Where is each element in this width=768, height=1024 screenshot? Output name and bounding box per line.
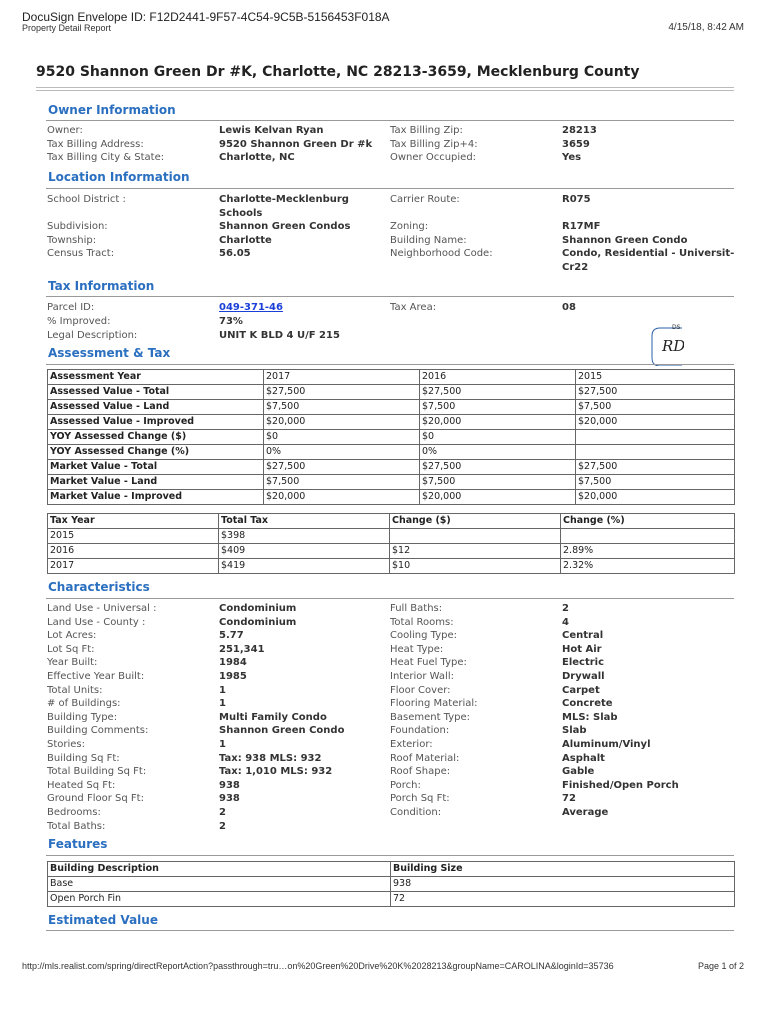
parcel-id-link[interactable]: 049-371-46	[219, 302, 283, 313]
table-cell	[561, 529, 735, 544]
field-label: Building Comments:	[47, 725, 149, 737]
table-row	[48, 892, 735, 907]
field-label: Roof Shape:	[390, 766, 451, 778]
field-label: Bedrooms:	[47, 807, 101, 818]
field-label: Stories:	[47, 739, 86, 750]
svg-text:DS: DS	[672, 324, 681, 331]
table-cell: Assessed Value - Land	[48, 400, 264, 415]
field-label: Tax Billing Zip+4:	[390, 139, 478, 150]
table-cell: Assessed Value - Total	[48, 385, 264, 400]
table-cell: $7,500	[264, 475, 420, 490]
table-cell: $20,000	[576, 490, 735, 505]
table-cell: $398	[219, 529, 390, 544]
field-label: Tax Billing City & State:	[47, 152, 165, 163]
table-cell: $7,500	[420, 400, 576, 415]
section-divider	[46, 296, 734, 297]
field-value: Condo, Residential - Universit-Cr22	[562, 248, 735, 273]
field-value: 2	[562, 603, 569, 614]
field-value: 938	[219, 793, 240, 805]
table-cell: $20,000	[576, 415, 735, 430]
field-label: Tax Billing Address:	[47, 139, 144, 150]
field-label: Parcel ID:	[47, 302, 95, 313]
assessment-table-body	[48, 370, 735, 505]
field-value: R075	[562, 194, 591, 205]
field-value: 938	[219, 779, 240, 791]
field-value: 08	[562, 302, 576, 313]
table-header-cell: Change ($)	[390, 514, 561, 529]
field-label: Owner Occupied:	[390, 152, 477, 163]
section-divider	[46, 855, 734, 856]
table-cell: $20,000	[420, 490, 576, 505]
field-value: Condominium	[219, 603, 297, 614]
field-label: Lot Sq Ft:	[47, 643, 95, 655]
table-row	[48, 370, 735, 385]
field-value: 2	[219, 807, 226, 818]
field-label: Census Tract:	[47, 248, 115, 259]
table-header-cell: Change (%)	[561, 514, 735, 529]
initials-stamp-icon	[650, 324, 684, 366]
table-row	[48, 862, 735, 877]
table-header-cell: 2017	[264, 370, 420, 385]
field-label: Porch:	[390, 779, 421, 791]
table-cell: Assessed Value - Improved	[48, 415, 264, 430]
field-value: 5.77	[219, 630, 244, 642]
source-url: http://mls.realist.com/spring/directReportAction?passthrough=tru…on%20Green%20Drive%20K%2028213&groupName=CAROLINA&loginId=35736	[22, 961, 614, 971]
field-label: Neighborhood Code:	[390, 248, 493, 259]
field-value: 1	[219, 698, 226, 710]
page-number: Page 1 of 2	[697, 961, 744, 971]
field-value: Charlotte-Mecklenburg Schools	[219, 194, 349, 219]
field-value: Lewis Kelvan Ryan	[219, 125, 324, 136]
table-cell: 2.89%	[561, 544, 735, 559]
table-row	[48, 445, 735, 460]
section-divider	[46, 598, 734, 599]
field-label: Building Type:	[47, 711, 118, 723]
field-label: Zoning:	[390, 221, 429, 232]
table-cell: 0%	[420, 445, 576, 460]
field-value: Tax: 938 MLS: 932	[219, 752, 322, 764]
docusign-envelope-id: DocuSign Envelope ID: F12D2441-9F57-4C54-9C5B-5156453F018A	[22, 10, 390, 24]
table-cell: $27,500	[264, 460, 420, 475]
table-row	[48, 544, 735, 559]
field-value: Charlotte, NC	[219, 152, 295, 163]
field-label: # of Buildings:	[47, 698, 121, 710]
table-row	[48, 460, 735, 475]
field-value: 1984	[219, 657, 247, 669]
svg-text:RD: RD	[662, 337, 684, 355]
field-value: Shannon Green Condo	[219, 725, 345, 737]
table-cell: 2.32%	[561, 559, 735, 574]
field-label: Lot Acres:	[47, 630, 97, 642]
field-label: Year Built:	[47, 657, 98, 669]
docusign-initials-stamp	[650, 324, 684, 366]
field-value: 2	[219, 820, 226, 832]
field-value: Yes	[562, 152, 582, 163]
field-value: Concrete	[562, 698, 613, 710]
table-cell: $20,000	[264, 490, 420, 505]
field-label: Foundation:	[390, 725, 450, 737]
table-cell: $20,000	[264, 415, 420, 430]
table-cell: 2017	[48, 559, 219, 574]
field-label: Floor Cover:	[390, 684, 451, 696]
field-value: Gable	[562, 766, 595, 778]
field-label: School District :	[47, 194, 126, 205]
field-value: 251,341	[219, 643, 265, 655]
field-label: Flooring Material:	[390, 698, 478, 710]
field-value: 73%	[219, 316, 243, 327]
field-value: R17MF	[562, 221, 601, 232]
field-value: 56.05	[219, 248, 251, 259]
field-value: UNIT K BLD 4 U/F 215	[219, 330, 340, 341]
field-label: % Improved:	[47, 316, 111, 327]
title-divider	[36, 90, 734, 91]
table-cell: $0	[420, 430, 576, 445]
field-label: Owner:	[47, 125, 83, 136]
assessment-table	[47, 369, 735, 505]
field-label: Building Name:	[390, 235, 467, 246]
table-cell	[390, 529, 561, 544]
field-value: Average	[562, 807, 609, 818]
field-value: Hot Air	[562, 643, 602, 655]
field-value: Shannon Green Condo	[562, 235, 688, 246]
field-label: Total Building Sq Ft:	[47, 766, 147, 778]
section-divider	[46, 930, 734, 931]
field-label: Roof Material:	[390, 752, 460, 764]
field-label: Subdivision:	[47, 221, 108, 232]
field-value: Charlotte	[219, 235, 272, 246]
tax-information-heading: Tax Information	[48, 279, 155, 293]
field-value: 28213	[562, 125, 597, 136]
table-cell: YOY Assessed Change ($)	[48, 430, 264, 445]
table-cell: Market Value - Land	[48, 475, 264, 490]
table-header-cell: Building Size	[391, 862, 735, 877]
features-heading: Features	[48, 837, 108, 851]
table-cell: Open Porch Fin	[48, 892, 391, 907]
table-row	[48, 529, 735, 544]
field-label: Total Units:	[47, 684, 103, 696]
field-label: Carrier Route:	[390, 194, 460, 205]
table-cell: $419	[219, 559, 390, 574]
assessment-tax-heading: Assessment & Tax	[48, 346, 171, 360]
property-address-title: 9520 Shannon Green Dr #K, Charlotte, NC 28213-3659, Mecklenburg County	[36, 64, 640, 80]
field-value: Central	[562, 630, 604, 642]
field-value: Drywall	[562, 671, 605, 682]
table-cell: Market Value - Total	[48, 460, 264, 475]
table-header-cell: Total Tax	[219, 514, 390, 529]
table-cell: Base	[48, 877, 391, 892]
field-value: Aluminum/Vinyl	[562, 739, 651, 750]
table-cell: Market Value - Improved	[48, 490, 264, 505]
field-value: 1	[219, 739, 226, 750]
table-cell: $7,500	[576, 400, 735, 415]
table-cell: $10	[390, 559, 561, 574]
field-label: Interior Wall:	[390, 671, 454, 682]
field-label: Cooling Type:	[390, 630, 457, 642]
field-label: Total Baths:	[47, 820, 106, 832]
field-label: Effective Year Built:	[47, 671, 145, 682]
field-value: 3659	[562, 139, 590, 150]
table-cell: $27,500	[420, 385, 576, 400]
field-label: Exterior:	[390, 739, 433, 750]
table-header-cell: Assessment Year	[48, 370, 264, 385]
table-cell: $27,500	[576, 385, 735, 400]
owner-information-heading: Owner Information	[48, 103, 176, 117]
characteristics-heading: Characteristics	[48, 580, 150, 594]
field-value: 1985	[219, 671, 247, 682]
features-table-body	[48, 862, 735, 907]
table-cell: 2016	[48, 544, 219, 559]
field-label: Tax Billing Zip:	[390, 125, 463, 136]
table-row	[48, 877, 735, 892]
table-cell	[576, 445, 735, 460]
table-header-cell: 2016	[420, 370, 576, 385]
table-header-cell: Tax Year	[48, 514, 219, 529]
field-value: Electric	[562, 657, 605, 669]
field-label: Building Sq Ft:	[47, 752, 120, 764]
field-value: 9520 Shannon Green Dr #k	[219, 139, 373, 150]
report-type-header: Property Detail Report	[22, 23, 112, 33]
table-cell: $27,500	[264, 385, 420, 400]
table-cell: $20,000	[420, 415, 576, 430]
table-cell: 72	[391, 892, 735, 907]
field-value: Condominium	[219, 616, 297, 628]
table-cell: YOY Assessed Change (%)	[48, 445, 264, 460]
field-value: MLS: Slab	[562, 711, 618, 723]
table-cell: 0%	[264, 445, 420, 460]
table-cell: 2015	[48, 529, 219, 544]
tax-history-table-body	[48, 514, 735, 574]
table-header-cell: Building Description	[48, 862, 391, 877]
table-cell: $7,500	[420, 475, 576, 490]
table-row	[48, 415, 735, 430]
table-cell: $27,500	[576, 460, 735, 475]
field-value: 72	[562, 793, 576, 805]
table-row	[48, 514, 735, 529]
table-row	[48, 559, 735, 574]
field-value: 1	[219, 684, 226, 696]
field-label: Porch Sq Ft:	[390, 793, 450, 805]
estimated-value-heading: Estimated Value	[48, 913, 158, 927]
field-value: Finished/Open Porch	[562, 779, 679, 791]
field-label: Land Use - Universal :	[47, 603, 157, 614]
field-label: Condition:	[390, 807, 442, 818]
field-label: Township:	[47, 235, 97, 246]
field-label: Heat Fuel Type:	[390, 657, 467, 669]
features-table	[47, 861, 735, 907]
field-label: Heated Sq Ft:	[47, 779, 116, 791]
table-row	[48, 385, 735, 400]
table-row	[48, 475, 735, 490]
field-label: Tax Area:	[390, 302, 437, 313]
location-information-heading: Location Information	[48, 170, 190, 184]
field-value: Tax: 1,010 MLS: 932	[219, 766, 333, 778]
title-divider	[36, 87, 734, 88]
table-cell: $7,500	[264, 400, 420, 415]
field-label: Heat Type:	[390, 643, 444, 655]
field-label: Full Baths:	[390, 603, 443, 614]
field-label: Basement Type:	[390, 711, 471, 723]
field-label: Land Use - County :	[47, 616, 146, 628]
section-divider	[46, 120, 734, 121]
field-value: Shannon Green Condos	[219, 221, 351, 232]
field-value: Slab	[562, 725, 587, 737]
table-cell: $409	[219, 544, 390, 559]
table-row	[48, 430, 735, 445]
field-value: Multi Family Condo	[219, 711, 327, 723]
field-label: Total Rooms:	[390, 616, 454, 628]
field-value: Carpet	[562, 684, 600, 696]
table-row	[48, 490, 735, 505]
field-label: Ground Floor Sq Ft:	[47, 793, 144, 805]
table-cell	[576, 430, 735, 445]
table-cell: $27,500	[420, 460, 576, 475]
field-label: Legal Description:	[47, 330, 138, 341]
table-cell: $12	[390, 544, 561, 559]
table-cell: $0	[264, 430, 420, 445]
print-timestamp: 4/15/18, 8:42 AM	[668, 22, 744, 33]
table-cell: $7,500	[576, 475, 735, 490]
table-header-cell: 2015	[576, 370, 735, 385]
tax-history-table	[47, 513, 735, 574]
section-divider	[46, 364, 734, 365]
field-value: 4	[562, 616, 569, 628]
section-divider	[46, 188, 734, 189]
table-row	[48, 400, 735, 415]
table-cell: 938	[391, 877, 735, 892]
field-value: Asphalt	[562, 752, 605, 764]
